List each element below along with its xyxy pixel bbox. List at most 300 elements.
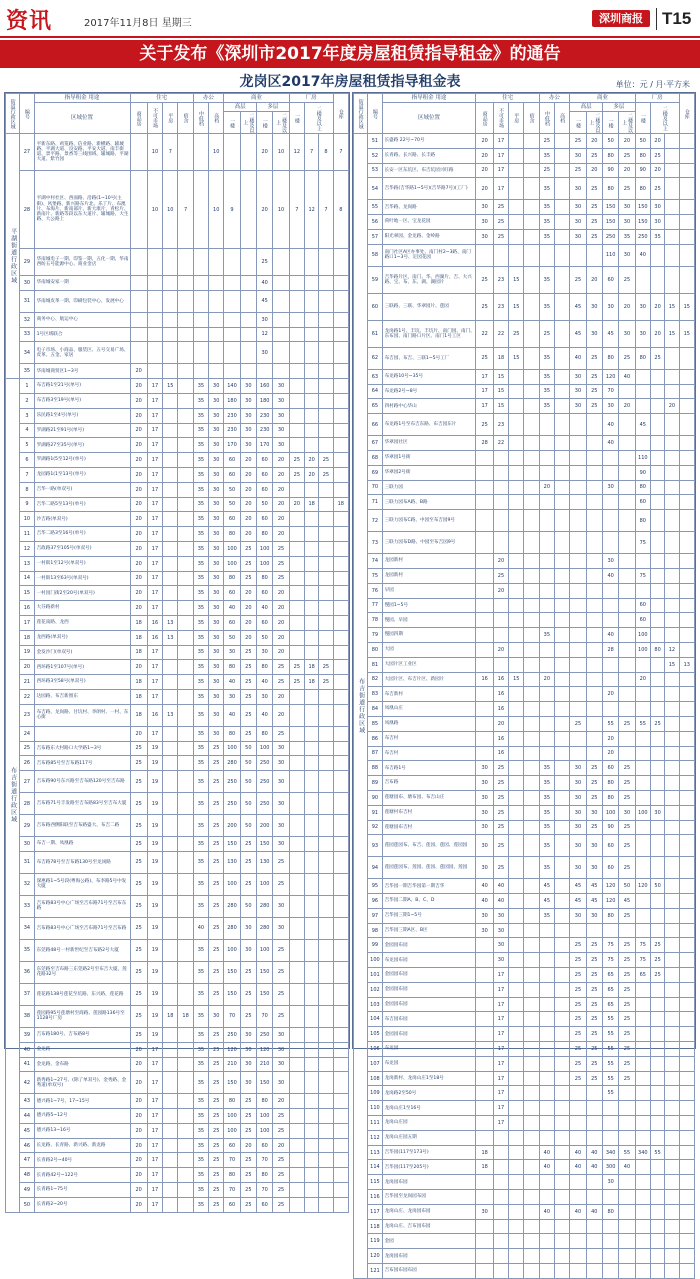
row-location: 龙岗山庄园 <box>382 1116 476 1131</box>
rent-value <box>493 244 508 266</box>
rent-value <box>224 134 240 171</box>
rent-value <box>619 628 635 643</box>
rent-value: 20 <box>273 704 289 726</box>
rent-value: 22 <box>493 436 508 451</box>
rent-value: 30 <box>570 776 586 791</box>
table-row <box>354 879 695 894</box>
rent-value: 20 <box>130 1138 147 1153</box>
rent-value <box>602 1101 618 1116</box>
row-location: 吉华路、龙岗路 <box>382 200 476 215</box>
rent-value <box>476 1116 493 1131</box>
rent-value <box>476 1101 493 1116</box>
rent-value: 30 <box>570 805 586 820</box>
rent-value <box>509 702 524 717</box>
rent-value <box>635 1219 650 1234</box>
rent-value <box>650 1101 664 1116</box>
rent-value <box>289 556 304 571</box>
rent-value: 80 <box>650 642 664 657</box>
rent-value: 30 <box>493 923 508 938</box>
rent-value <box>289 276 304 291</box>
rent-value <box>650 450 664 465</box>
table-row <box>354 672 695 687</box>
rent-value <box>679 1042 694 1057</box>
row-number: 41 <box>20 1057 34 1072</box>
rent-value: 40 <box>570 1204 586 1219</box>
rent-value <box>476 598 493 613</box>
rent-value <box>509 480 524 495</box>
rent-value: 12 <box>257 327 273 342</box>
rent-value: 25 <box>619 857 635 879</box>
rent-value <box>333 586 348 601</box>
rent-value <box>289 704 304 726</box>
rent-value <box>586 1175 602 1190</box>
rent-value: 20 <box>539 672 554 687</box>
rent-value: 19 <box>147 756 162 771</box>
rent-value <box>333 756 348 771</box>
rent-value <box>524 1145 539 1160</box>
rent-value <box>555 1219 570 1234</box>
rent-value <box>178 467 193 482</box>
rent-value <box>650 1204 664 1219</box>
rent-value <box>319 556 333 571</box>
row-number: 117 <box>368 1204 382 1219</box>
rent-value: 17 <box>493 1056 508 1071</box>
rent-value <box>524 1071 539 1086</box>
rent-value: 18 <box>304 660 318 675</box>
row-number: 58 <box>368 244 382 266</box>
rent-value: 17 <box>147 645 162 660</box>
row-location: 金龙路 <box>34 1042 130 1057</box>
rent-value <box>555 628 570 643</box>
rent-value <box>570 244 586 266</box>
rent-value <box>524 1160 539 1175</box>
rent-value <box>524 229 539 244</box>
rent-value: 25 <box>493 761 508 776</box>
row-number: 28 <box>20 793 34 815</box>
rent-value <box>163 364 178 379</box>
rent-value: 30 <box>476 229 493 244</box>
rent-value <box>240 342 256 364</box>
rent-value: 35 <box>539 215 554 230</box>
rent-value <box>509 134 524 149</box>
row-number: 54 <box>368 178 382 200</box>
rent-value: 150 <box>257 837 273 852</box>
rent-value <box>493 613 508 628</box>
rent-value <box>333 741 348 756</box>
table-row <box>354 1264 695 1279</box>
rent-value: 25 <box>273 660 289 675</box>
rent-value <box>679 1086 694 1101</box>
row-location: 罗湖路1(5至12号(单号) <box>34 453 130 468</box>
rent-value: 150 <box>635 200 650 215</box>
rent-value: 20 <box>130 408 147 423</box>
rent-value <box>650 568 664 583</box>
rent-value <box>586 583 602 598</box>
rent-value <box>524 805 539 820</box>
rent-value: 80 <box>602 1204 618 1219</box>
rent-value <box>273 290 289 312</box>
rent-value: 25 <box>570 163 586 178</box>
rent-value: 7 <box>333 134 348 171</box>
rent-value <box>193 276 208 291</box>
rent-value <box>476 450 493 465</box>
rent-value <box>635 1042 650 1057</box>
rent-value <box>602 1116 618 1131</box>
rent-value <box>209 327 224 342</box>
row-number: 87 <box>368 746 382 761</box>
row-number: 45 <box>20 1123 34 1138</box>
rent-value <box>130 134 147 171</box>
table-row <box>354 384 695 399</box>
rent-value <box>586 414 602 436</box>
row-location: 长龙路、长青路、新兴路、新龙路 <box>34 1138 130 1153</box>
rent-value: 25 <box>619 1071 635 1086</box>
rent-value: 35 <box>193 873 208 895</box>
row-location: 三联力园布C路、中园至布吉园9号 <box>382 510 476 532</box>
rent-value <box>289 851 304 873</box>
rent-value <box>665 1056 679 1071</box>
rent-value <box>635 1160 650 1175</box>
rent-value: 45 <box>570 320 586 347</box>
header-office: 办公 <box>193 94 224 103</box>
table-row <box>6 556 349 571</box>
rent-value: 100 <box>635 628 650 643</box>
rent-value: 25 <box>130 917 147 939</box>
rent-value <box>147 327 162 342</box>
row-number: 53 <box>368 163 382 178</box>
rent-value <box>178 423 193 438</box>
rent-value <box>524 894 539 909</box>
row-location: 罗湖路27至35号(单号) <box>34 438 130 453</box>
rent-value: 55 <box>602 1056 618 1071</box>
rent-value <box>665 495 679 510</box>
rent-value: 30 <box>602 554 618 569</box>
rent-value <box>555 1086 570 1101</box>
rent-value: 16 <box>147 615 162 630</box>
rent-value: 25 <box>273 873 289 895</box>
rent-value <box>650 613 664 628</box>
rent-value <box>650 480 664 495</box>
rent-value <box>539 716 554 731</box>
row-location: 布龙路10号~35号 <box>382 369 476 384</box>
rent-value <box>570 598 586 613</box>
rent-value <box>476 687 493 702</box>
rent-value <box>333 438 348 453</box>
rent-value <box>333 895 348 917</box>
rent-value <box>665 347 679 369</box>
rent-value: 35 <box>539 835 554 857</box>
rent-value: 35 <box>193 393 208 408</box>
rent-value <box>570 1086 586 1101</box>
row-location: 布龙园 <box>382 1042 476 1057</box>
rent-value <box>570 532 586 554</box>
rent-value <box>679 1071 694 1086</box>
row-number: 31 <box>20 290 34 312</box>
rent-value <box>524 1101 539 1116</box>
rent-value: 25 <box>130 815 147 837</box>
rent-value: 17 <box>147 1138 162 1153</box>
rent-value <box>147 364 162 379</box>
table-row <box>6 171 349 249</box>
rent-value: 10 <box>147 134 162 171</box>
row-location: 布吉路3至19号(单号) <box>34 393 130 408</box>
rent-value <box>509 178 524 200</box>
rent-value: 25 <box>209 756 224 771</box>
row-number: 77 <box>368 598 382 613</box>
rent-value <box>555 672 570 687</box>
row-location: 大园片区、布吉片区、新园片 <box>382 672 476 687</box>
rent-value <box>602 1249 618 1264</box>
header-shop-multi: 多层 <box>602 103 635 112</box>
rent-value: 20 <box>130 393 147 408</box>
rent-value: 30 <box>273 423 289 438</box>
table-row <box>6 726 349 741</box>
rent-value <box>319 1197 333 1212</box>
rent-value <box>319 837 333 852</box>
row-location: 金龙路、金布路 <box>34 1057 130 1072</box>
rent-value: 35 <box>193 438 208 453</box>
table-row <box>6 645 349 660</box>
rent-value: 25 <box>209 793 224 815</box>
table-row <box>6 689 349 704</box>
row-location: 莲塘村布吉村 <box>382 805 476 820</box>
rent-value <box>178 312 193 327</box>
rent-value: 25 <box>209 961 224 983</box>
rent-value <box>304 1027 318 1042</box>
row-number: 86 <box>368 731 382 746</box>
rent-value <box>304 1168 318 1183</box>
rent-value: 25 <box>586 790 602 805</box>
row-location: 长青路2号~40号 <box>34 1153 130 1168</box>
row-number: 99 <box>368 938 382 953</box>
row-number: 44 <box>20 1109 34 1124</box>
row-location: 平湖中村社区、西面路、沿路(1~10号(主街)、风堡路、新兴路东片北、乐丁片、布澳片、布海片、新南部片、新大康片、青松片、新南片、新路等段以东大道片、辅城路、大生路、大公路上 <box>34 171 130 249</box>
table-row <box>6 438 349 453</box>
rent-value <box>289 290 304 312</box>
rent-value <box>539 642 554 657</box>
rent-value: 20 <box>130 1094 147 1109</box>
rent-value <box>586 554 602 569</box>
rent-value <box>555 790 570 805</box>
rent-value <box>224 364 240 379</box>
rent-value: 30 <box>209 482 224 497</box>
rent-value <box>679 672 694 687</box>
rent-value <box>163 541 178 556</box>
rent-value <box>476 953 493 968</box>
rent-value <box>555 820 570 835</box>
rent-value <box>163 756 178 771</box>
rent-value <box>163 1138 178 1153</box>
rent-value <box>224 290 240 312</box>
rent-value <box>539 1042 554 1057</box>
rent-value <box>273 342 289 364</box>
rent-value: 30 <box>273 917 289 939</box>
rent-value: 25 <box>570 1027 586 1042</box>
rent-value <box>679 1234 694 1249</box>
rent-value <box>619 702 635 717</box>
rent-value: 250 <box>224 771 240 793</box>
rent-value <box>665 879 679 894</box>
rent-value <box>650 1249 664 1264</box>
rent-value: 230 <box>224 408 240 423</box>
rent-value: 20 <box>650 320 664 347</box>
row-location: 布吉路1至21号(单号) <box>34 379 130 394</box>
row-location: 阳光翠园、金龙路、金岭路 <box>382 229 476 244</box>
rent-value <box>539 568 554 583</box>
rent-value: 17 <box>147 571 162 586</box>
rent-value <box>289 961 304 983</box>
rent-value: 45 <box>619 894 635 909</box>
rent-value <box>509 1027 524 1042</box>
rent-value <box>333 726 348 741</box>
rent-value <box>289 1005 304 1027</box>
rent-value: 80 <box>257 527 273 542</box>
rent-value <box>650 1219 664 1234</box>
rent-value: 30 <box>240 423 256 438</box>
rent-value: 30 <box>570 200 586 215</box>
rent-value <box>509 835 524 857</box>
row-number: 114 <box>368 1160 382 1175</box>
rent-value: 17 <box>493 1012 508 1027</box>
rent-value <box>619 672 635 687</box>
right-rent-table <box>352 92 696 1274</box>
rent-value <box>555 835 570 857</box>
row-number: 112 <box>368 1130 382 1145</box>
rent-value: 19 <box>147 741 162 756</box>
rent-value <box>163 837 178 852</box>
rent-value: 20 <box>130 556 147 571</box>
header-factory: 厂房 <box>635 94 679 103</box>
rent-value <box>319 423 333 438</box>
rent-value: 120 <box>602 894 618 909</box>
rent-value: 8 <box>333 171 348 249</box>
rent-value: 20 <box>257 171 273 249</box>
rent-value: 50 <box>240 793 256 815</box>
rent-value: 20 <box>476 148 493 163</box>
section-name: 资讯 <box>6 8 53 34</box>
rent-value <box>333 1138 348 1153</box>
rent-value <box>524 908 539 923</box>
table-row <box>6 1057 349 1072</box>
rent-value <box>319 276 333 291</box>
rent-value <box>289 1183 304 1198</box>
rent-value: 20 <box>130 379 147 394</box>
header-number: 编号 <box>368 94 382 134</box>
rent-value: 30 <box>273 895 289 917</box>
rent-value <box>333 482 348 497</box>
rent-value <box>509 1101 524 1116</box>
rent-value <box>333 645 348 660</box>
rent-value: 30 <box>635 293 650 320</box>
rent-value: 25 <box>586 953 602 968</box>
rent-value <box>333 601 348 616</box>
rent-value <box>619 583 635 598</box>
rent-value <box>476 583 493 598</box>
header-shop-multi: 多层 <box>257 103 290 112</box>
table-row <box>354 134 695 149</box>
rent-value: 25 <box>273 1168 289 1183</box>
rent-value <box>586 923 602 938</box>
rent-value: 20 <box>619 293 635 320</box>
rent-value: 25 <box>650 148 664 163</box>
rent-value: 20 <box>273 1138 289 1153</box>
rent-value: 40 <box>635 244 650 266</box>
rent-value <box>539 1219 554 1234</box>
rent-value <box>163 771 178 793</box>
rent-value <box>635 554 650 569</box>
rent-value <box>304 756 318 771</box>
table-row <box>354 1071 695 1086</box>
rent-value: 80 <box>257 1168 273 1183</box>
rent-value <box>539 598 554 613</box>
rent-value: 15 <box>509 293 524 320</box>
rent-value: 25 <box>273 939 289 961</box>
rent-value <box>650 997 664 1012</box>
rent-value <box>539 583 554 598</box>
rent-value: 25 <box>509 320 524 347</box>
row-location: 凤凰路 <box>382 716 476 731</box>
rent-value: 80 <box>257 726 273 741</box>
rent-value <box>570 628 586 643</box>
rent-value: 300 <box>602 1160 618 1175</box>
rent-value <box>147 290 162 312</box>
rent-value: 25 <box>586 776 602 791</box>
rent-value: 35 <box>539 399 554 414</box>
area-group-label: 布吉街道行政区域 <box>354 134 368 1279</box>
rent-value <box>289 312 304 327</box>
rent-value <box>555 215 570 230</box>
rent-value <box>304 1094 318 1109</box>
rent-value <box>333 327 348 342</box>
rent-value: 35 <box>650 229 664 244</box>
rent-value: 30 <box>476 790 493 805</box>
row-number: 67 <box>368 436 382 451</box>
rent-value <box>240 171 256 249</box>
rent-value: 30 <box>619 320 635 347</box>
rent-value <box>509 857 524 879</box>
rent-value: 35 <box>193 1123 208 1138</box>
rent-value: 50 <box>240 771 256 793</box>
rent-value <box>319 689 333 704</box>
rent-value: 60 <box>224 586 240 601</box>
row-location: 德兴路13~16号 <box>34 1123 130 1138</box>
page-number: T15 <box>662 9 692 28</box>
rent-value: 35 <box>539 820 554 835</box>
rent-value <box>509 642 524 657</box>
rent-value <box>289 689 304 704</box>
table-row <box>354 1160 695 1175</box>
rent-value: 18 <box>130 704 147 726</box>
rent-value: 30 <box>209 726 224 741</box>
rent-value <box>635 1175 650 1190</box>
rent-value: 100 <box>257 939 273 961</box>
rent-value <box>665 938 679 953</box>
rent-value: 35 <box>193 571 208 586</box>
rent-value <box>635 923 650 938</box>
rent-value: 20 <box>289 497 304 512</box>
rent-value: 20 <box>586 134 602 149</box>
rent-value <box>524 1219 539 1234</box>
rent-value: 25 <box>586 1056 602 1071</box>
row-location: 吉华园三期1~5号 <box>382 908 476 923</box>
rent-value: 25 <box>209 1138 224 1153</box>
rent-value <box>193 249 208 276</box>
rent-value <box>319 1168 333 1183</box>
row-number: 101 <box>368 968 382 983</box>
header-shop-floor-4: 二楼及以上 <box>273 112 289 134</box>
rent-value <box>178 290 193 312</box>
rent-value <box>178 1197 193 1212</box>
